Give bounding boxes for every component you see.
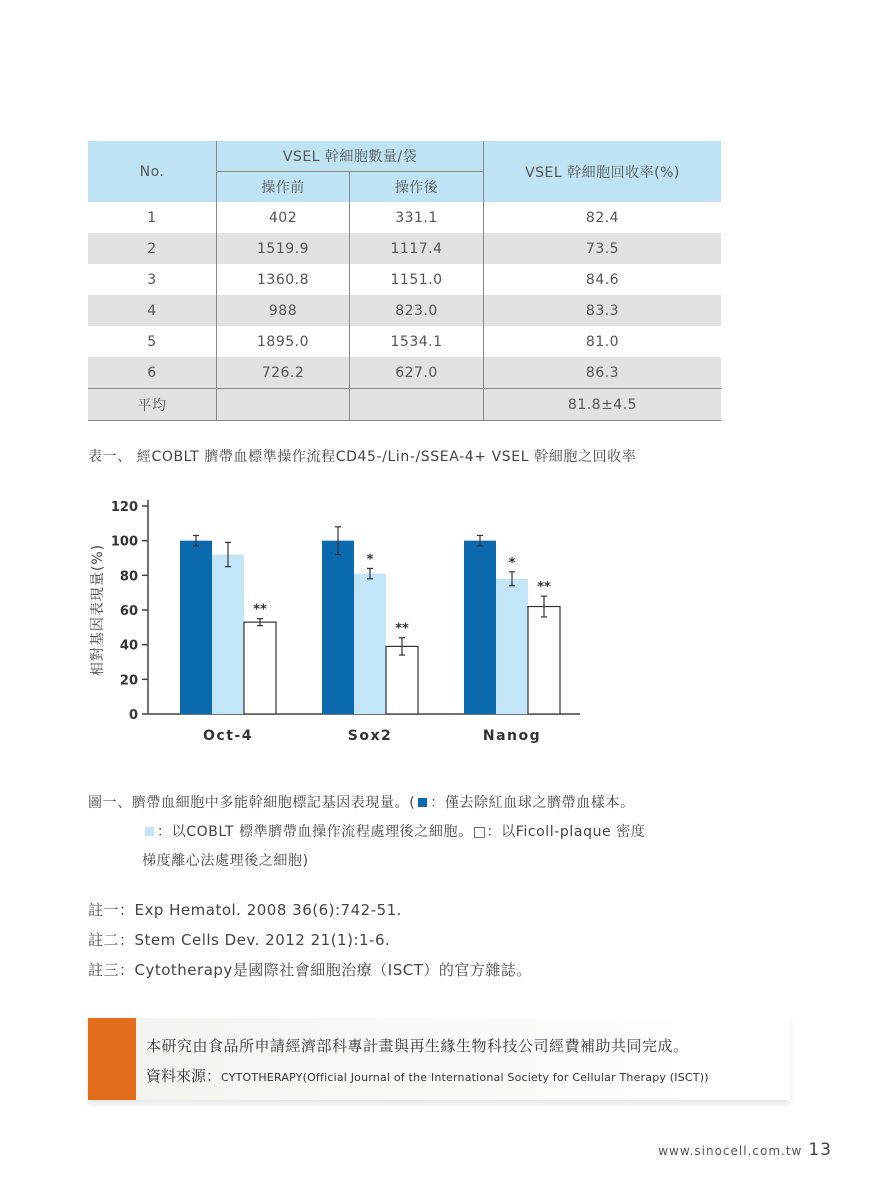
banner-funding-text: 本研究由食品所申請經濟部科專計畫與再生緣生物科技公司經費補助共同完成。 xyxy=(146,1037,689,1055)
significance-mark: ** xyxy=(537,580,551,596)
significance-mark: ** xyxy=(395,621,409,637)
cell-no: 4 xyxy=(88,295,217,326)
note-1: 註一：Exp Hematol. 2008 36(6):742-51. xyxy=(88,901,402,919)
y-axis-label: 相對基因表現量(%) xyxy=(90,543,106,677)
y-tick-label: 60 xyxy=(119,604,138,619)
cell-before: 1519.9 xyxy=(217,233,350,264)
banner-source xyxy=(146,1065,709,1086)
y-tick-label: 80 xyxy=(119,569,138,585)
table-caption: 表一、 經COBLT 臍帶血標準操作流程CD45-/Lin-/SSEA-4+ VSEL 幹細胞之回收率 xyxy=(88,449,637,465)
x-category-label: Oct-4 xyxy=(203,728,253,744)
cell-no: 1 xyxy=(147,209,157,226)
notes xyxy=(88,895,532,985)
bar-oct-4-series-3 xyxy=(244,622,276,714)
page-number: 13 xyxy=(808,1140,832,1160)
cell-avg-label: 平均 xyxy=(88,389,217,421)
table-row xyxy=(88,357,721,389)
bar-oct-4-series-1 xyxy=(180,541,212,714)
note-2: 註二：Stem Cells Dev. 2012 21(1):1-6. xyxy=(88,931,391,949)
bar-sox2-series-1 xyxy=(322,541,354,714)
col-after: 操作後 xyxy=(350,172,484,203)
banner-source-text: CYTOTHERAPY(Official Journal of the International Society for Cellular Therapy (ISCT)) xyxy=(221,1071,709,1084)
bar-sox2-series-3 xyxy=(386,646,418,714)
significance-mark: * xyxy=(508,555,516,571)
cell-before: 1360.8 xyxy=(217,264,350,295)
cell-empty xyxy=(350,389,484,421)
cell-avg-recovery: 81.8±4.5 xyxy=(484,389,722,421)
figure-caption-line1: 圖一、臍帶血細胞中多能幹細胞標記基因表現量。( ：僅去除紅血球之臍帶血樣本。 xyxy=(88,795,635,811)
table-row xyxy=(88,295,721,326)
cell-recovery: 82.4 xyxy=(484,202,722,233)
table-row xyxy=(88,264,721,295)
table-row-average xyxy=(88,389,721,421)
figure-caption-line2: ：以COBLT 標準臍帶血操作流程處理後之細胞。□：以Ficoll-plaque 密度 xyxy=(88,818,738,847)
cell-after: 823.0 xyxy=(350,295,484,326)
banner-accent-bar xyxy=(88,1018,136,1100)
cell-recovery: 83.3 xyxy=(484,295,722,326)
y-tick-label: 40 xyxy=(119,638,138,654)
cell-before: 1895.0 xyxy=(217,326,350,357)
col-before: 操作前 xyxy=(217,172,350,203)
cell-before: 402 xyxy=(217,202,350,233)
page-footer xyxy=(658,1140,832,1160)
table-row xyxy=(88,202,721,233)
col-count-group: VSEL 幹細胞數量/袋 xyxy=(217,141,484,172)
cell-recovery: 81.0 xyxy=(484,326,722,357)
y-tick-label: 100 xyxy=(110,534,138,550)
recovery-table xyxy=(88,141,721,421)
x-category-label: Sox2 xyxy=(347,728,393,744)
cell-no: 5 xyxy=(147,333,157,350)
legend-dark-blue-swatch xyxy=(418,798,427,807)
bar-nanog-series-1 xyxy=(464,541,496,714)
cell-recovery: 86.3 xyxy=(484,357,722,389)
y-tick-label: 0 xyxy=(128,708,138,723)
significance-mark: ** xyxy=(253,602,267,618)
note-3: 註三：Cytotherapy是國際社會細胞治療（ISCT）的官方雜誌。 xyxy=(88,961,532,979)
footer-url: www.sinocell.com.tw xyxy=(658,1144,803,1158)
bar-sox2-series-2 xyxy=(354,574,386,714)
col-no: No. xyxy=(88,141,217,202)
legend-light-blue-swatch xyxy=(145,827,154,836)
bar-nanog-series-3 xyxy=(528,607,560,714)
cell-after: 627.0 xyxy=(350,357,484,389)
funding-banner xyxy=(88,1018,790,1100)
gene-expression-chart xyxy=(80,492,600,757)
cell-no: 6 xyxy=(88,357,217,389)
cell-after: 1117.4 xyxy=(350,233,484,264)
y-tick-label: 20 xyxy=(119,673,138,689)
cell-after: 1534.1 xyxy=(350,326,484,357)
bar-nanog-series-2 xyxy=(496,579,528,714)
significance-mark: * xyxy=(366,552,374,568)
cell-empty xyxy=(217,389,350,421)
y-tick-label: 120 xyxy=(110,500,138,515)
table-row xyxy=(88,326,721,357)
cell-before: 726.2 xyxy=(217,357,350,389)
cell-before: 988 xyxy=(217,295,350,326)
cell-after: 331.1 xyxy=(350,202,484,233)
cell-recovery: 73.5 xyxy=(484,233,722,264)
col-recovery: VSEL 幹細胞回收率(%) xyxy=(484,141,722,202)
cell-no: 2 xyxy=(88,233,217,264)
x-category-label: Nanog xyxy=(482,728,542,744)
banner-source-label: 資料來源： xyxy=(146,1067,222,1085)
legend-white-box-icon: □ xyxy=(472,824,487,840)
cell-recovery: 84.6 xyxy=(484,264,722,295)
table-row xyxy=(88,233,721,264)
cell-after: 1151.0 xyxy=(350,264,484,295)
figure-caption xyxy=(88,789,738,876)
bar-oct-4-series-2 xyxy=(212,555,244,714)
cell-no: 3 xyxy=(147,271,157,288)
figure-caption-line3: 梯度離心法處理後之細胞) xyxy=(142,853,309,869)
